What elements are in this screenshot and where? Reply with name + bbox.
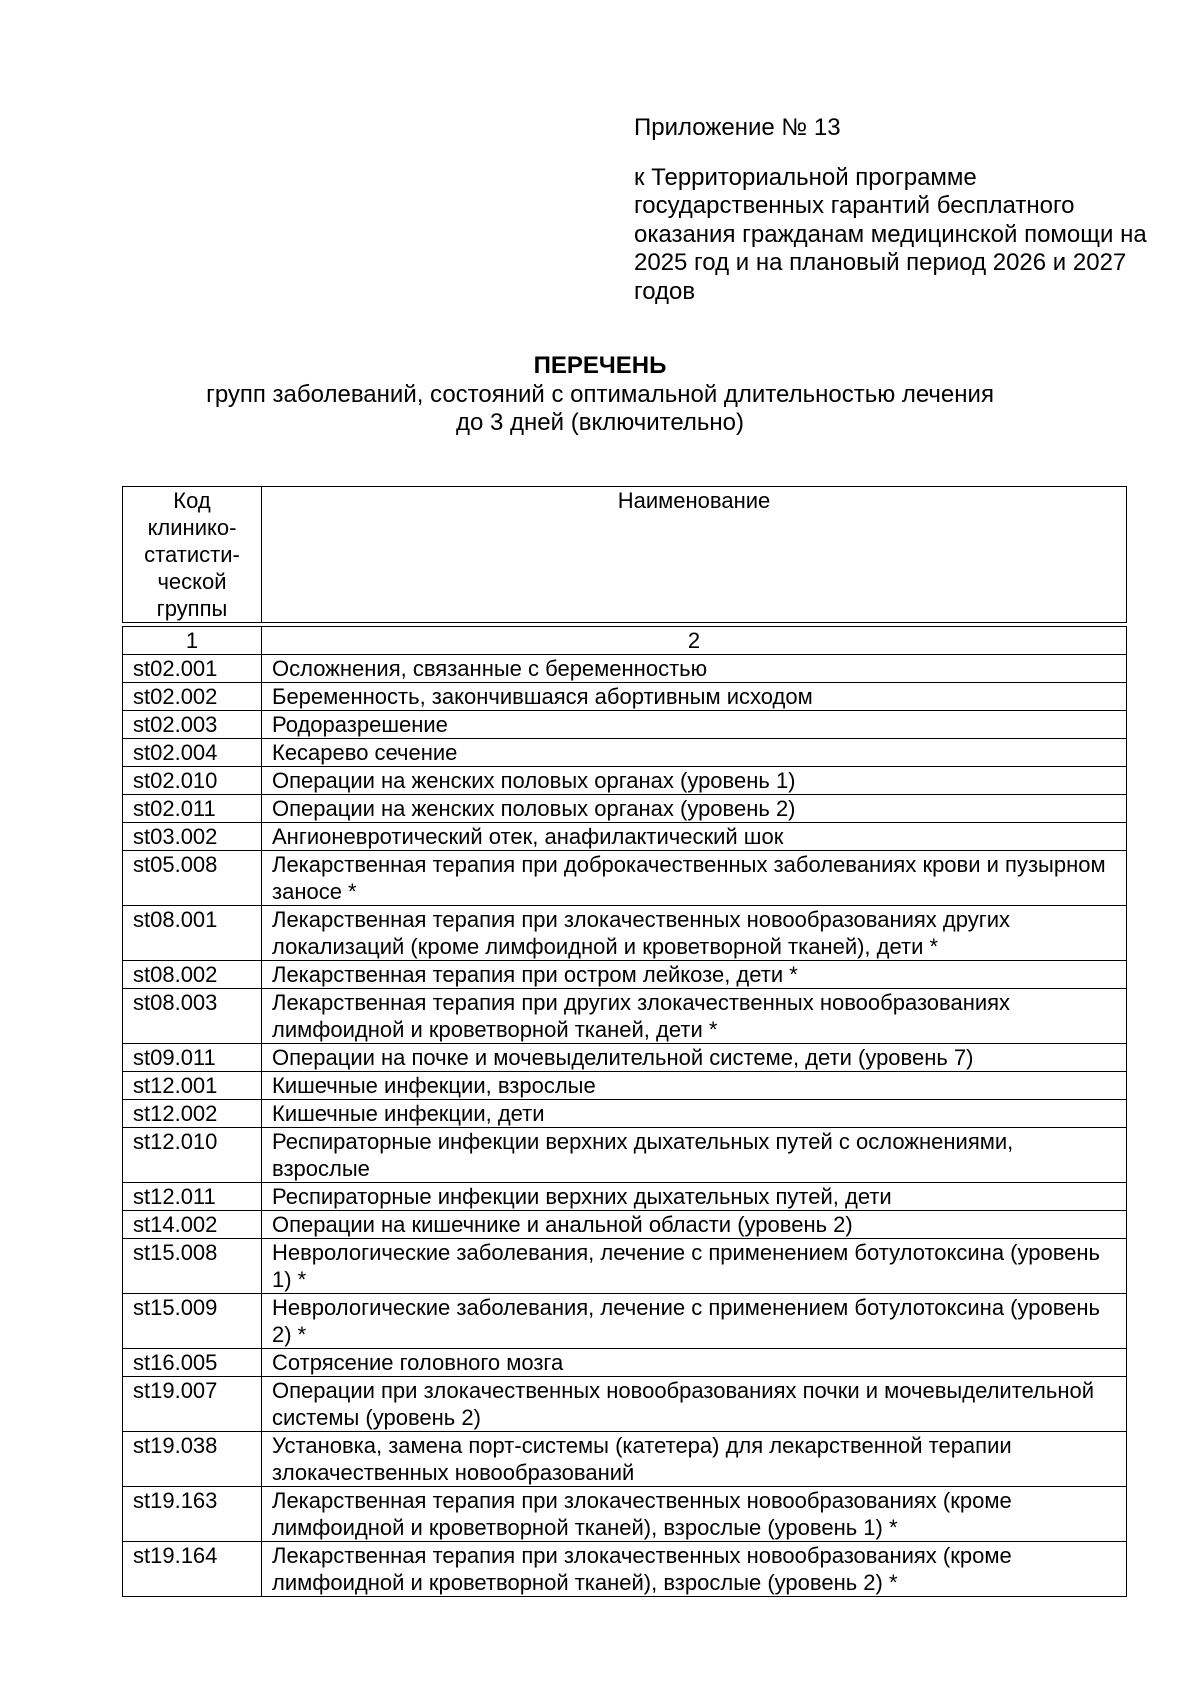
- table-row: [123, 1239, 1127, 1294]
- table-row: [123, 683, 1127, 711]
- table-row: [123, 655, 1127, 683]
- row-name: Операции на почке и мочевыделительной системе, дети (уровень 7): [262, 1044, 1127, 1072]
- table-row: [123, 1487, 1127, 1542]
- row-code: st08.002: [123, 961, 262, 989]
- row-code: st03.002: [123, 823, 262, 851]
- row-name: Родоразрешение: [262, 711, 1127, 739]
- row-name: Кишечные инфекции, взрослые: [262, 1072, 1127, 1100]
- row-name: Беременность, закончившаяся абортивным исходом: [262, 683, 1127, 711]
- table-row: [123, 823, 1127, 851]
- table-row: [123, 711, 1127, 739]
- row-name: Кишечные инфекции, дети: [262, 1100, 1127, 1128]
- row-code: st02.001: [123, 655, 262, 683]
- table-row: [123, 1183, 1127, 1211]
- page-title: ПЕРЕЧЕНЬ: [533, 352, 667, 379]
- table-row: [123, 1349, 1127, 1377]
- row-code: st12.001: [123, 1072, 262, 1100]
- document-heading: [0, 352, 1200, 438]
- row-code: st02.002: [123, 683, 262, 711]
- table-row: [123, 795, 1127, 823]
- row-name: Респираторные инфекции верхних дыхательных путей, дети: [262, 1183, 1127, 1211]
- row-code: st15.008: [123, 1239, 262, 1294]
- row-name: Осложнения, связанные с беременностью: [262, 655, 1127, 683]
- row-code: st12.011: [123, 1183, 262, 1211]
- table-row: [123, 1211, 1127, 1239]
- page-subtitle-line-2: до 3 дней (включительно): [456, 409, 744, 436]
- row-code: st02.003: [123, 711, 262, 739]
- table-row: [123, 989, 1127, 1044]
- row-code: st02.011: [123, 795, 262, 823]
- table-row: [123, 1100, 1127, 1128]
- table-row: [123, 1542, 1127, 1597]
- row-name: Кесарево сечение: [262, 739, 1127, 767]
- row-name: Лекарственная терапия при злокачественных новообразованиях других локализаций (кроме лимфоидной и кроветворной тканей), дети *: [262, 906, 1127, 961]
- row-name: Ангионевротический отек, анафилактический шок: [262, 823, 1127, 851]
- row-code: st19.038: [123, 1432, 262, 1487]
- appendix-number: Приложение № 13: [634, 114, 841, 141]
- table-row: [123, 739, 1127, 767]
- row-code: st16.005: [123, 1349, 262, 1377]
- table-row: [123, 1432, 1127, 1487]
- table-row: [123, 1128, 1127, 1183]
- row-code: st12.002: [123, 1100, 262, 1128]
- row-name: Операции на женских половых органах (уровень 2): [262, 795, 1127, 823]
- row-name: Операции при злокачественных новообразованиях почки и мочевыделительной системы (уровень 2): [262, 1377, 1127, 1432]
- table-row: [123, 1072, 1127, 1100]
- row-code: st05.008: [123, 851, 262, 906]
- row-code: st15.009: [123, 1294, 262, 1349]
- header-name-cell: Наименование: [262, 487, 1127, 623]
- row-code: st19.164: [123, 1542, 262, 1597]
- row-code: st14.002: [123, 1211, 262, 1239]
- row-code: st08.003: [123, 989, 262, 1044]
- row-code: st02.010: [123, 767, 262, 795]
- column-number-1: 1: [123, 627, 262, 655]
- row-code: st19.007: [123, 1377, 262, 1432]
- table-row: [123, 1294, 1127, 1349]
- column-numbers-row: [123, 627, 1127, 655]
- row-name: Неврологические заболевания, лечение с применением ботулотоксина (уровень 2) *: [262, 1294, 1127, 1349]
- row-name: Сотрясение головного мозга: [262, 1349, 1127, 1377]
- table-row: [123, 851, 1127, 906]
- row-name: Лекарственная терапия при остром лейкозе, дети *: [262, 961, 1127, 989]
- row-code: st09.011: [123, 1044, 262, 1072]
- row-name: Неврологические заболевания, лечение с применением ботулотоксина (уровень 1) *: [262, 1239, 1127, 1294]
- row-name: Лекарственная терапия при злокачественных новообразованиях (кроме лимфоидной и кроветворной тканей), взрослые (уровень 2) *: [262, 1542, 1127, 1597]
- row-name: Респираторные инфекции верхних дыхательных путей с осложнениями, взрослые: [262, 1128, 1127, 1183]
- table-row: [123, 961, 1127, 989]
- row-code: st12.010: [123, 1128, 262, 1183]
- page-subtitle-line-1: групп заболеваний, состояний с оптимальной длительностью лечения: [206, 380, 994, 408]
- table-row: [123, 767, 1127, 795]
- appendix-block: [634, 114, 1154, 306]
- row-name: Операции на женских половых органах (уровень 1): [262, 767, 1127, 795]
- row-code: st19.163: [123, 1487, 262, 1542]
- row-name: Операции на кишечнике и анальной области (уровень 2): [262, 1211, 1127, 1239]
- table-header-row: [123, 487, 1127, 623]
- column-number-2: 2: [262, 627, 1127, 655]
- table-row: [123, 1377, 1127, 1432]
- row-name: Лекарственная терапия при доброкачественных заболеваниях крови и пузырном заносе *: [262, 851, 1127, 906]
- row-code: st02.004: [123, 739, 262, 767]
- groups-table: [122, 486, 1127, 1597]
- row-name: Установка, замена порт-системы (катетера) для лекарственной терапии злокачественных новообразований: [262, 1432, 1127, 1487]
- row-name: Лекарственная терапия при других злокачественных новообразованиях лимфоидной и кроветворной тканей, дети *: [262, 989, 1127, 1044]
- table-row: [123, 1044, 1127, 1072]
- appendix-text: к Территориальной программе государственных гарантий бесплатного оказания гражданам медицинской помощи на 2025 год и на плановый период 2026 и 2027 годов: [634, 163, 1147, 305]
- header-code-cell: Код клинико-статисти-ческой группы: [123, 487, 262, 623]
- row-name: Лекарственная терапия при злокачественных новообразованиях (кроме лимфоидной и кроветворной тканей), взрослые (уровень 1) *: [262, 1487, 1127, 1542]
- row-code: st08.001: [123, 906, 262, 961]
- table-row: [123, 906, 1127, 961]
